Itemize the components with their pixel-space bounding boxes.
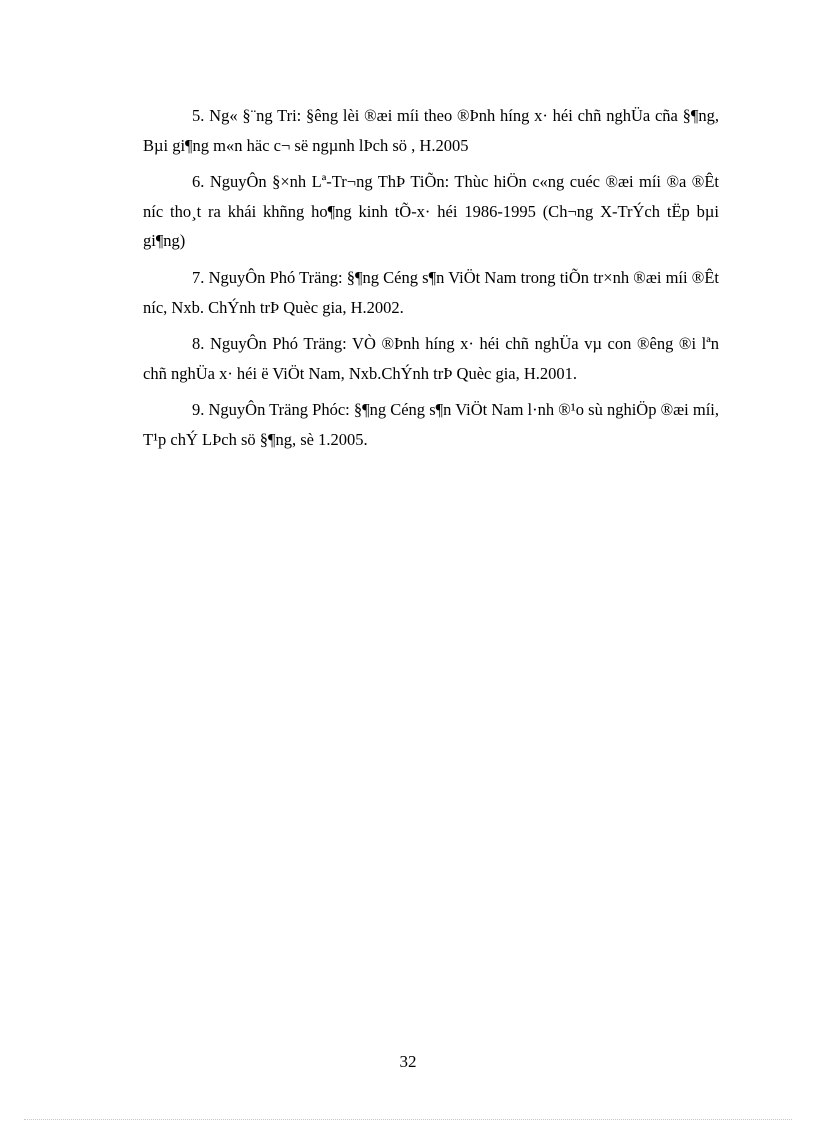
- reference-item-9: 9. NguyÔn Träng Phóc: §¶ng Céng s¶n ViÖt Nam l·nh ®¹o sù nghiÖp ®æi míi, T¹p chÝ LÞch sö §¶ng, sè 1.2005.: [143, 400, 719, 449]
- reference-item-6: 6. NguyÔn §×nh Lª-Tr¬ng ThÞ TiÕn: Thùc hiÖn c«ng cuéc ®æi míi ®a ®Êt níc tho¸t ra khái khñng ho¶ng kinh tÕ-x· héi 1986-1995 (Ch¬ng X-TrÝch tËp bµi gi¶ng): [143, 172, 719, 251]
- reference-item-7: 7. NguyÔn Phó Träng: §¶ng Céng s¶n ViÖt Nam trong tiÕn tr×nh ®æi míi ®Êt níc, Nxb. ChÝnh trÞ Quèc gia, H.2002.: [143, 267, 719, 317]
- page-number: 32: [399, 1052, 417, 1071]
- page-bottom-divider: [24, 1119, 792, 1120]
- reference-list: [143, 101, 719, 455]
- reference-item-8: 8. NguyÔn Phó Träng: VÒ ®Þnh híng x· héi chñ nghÜa vµ con ®êng ®i lªn chñ nghÜa x· héi ë ViÖt Nam, Nxb.ChÝnh trÞ Quèc gia, H.2001.: [143, 334, 719, 383]
- reference-item-5: 5. Ng« §¨ng Tri: §êng lèi ®æi míi theo ®Þnh híng x· héi chñ nghÜa cña §¶ng, Bµi gi¶ng m«n häc c¬ së ngµnh lÞch sö , H.2005: [143, 106, 719, 155]
